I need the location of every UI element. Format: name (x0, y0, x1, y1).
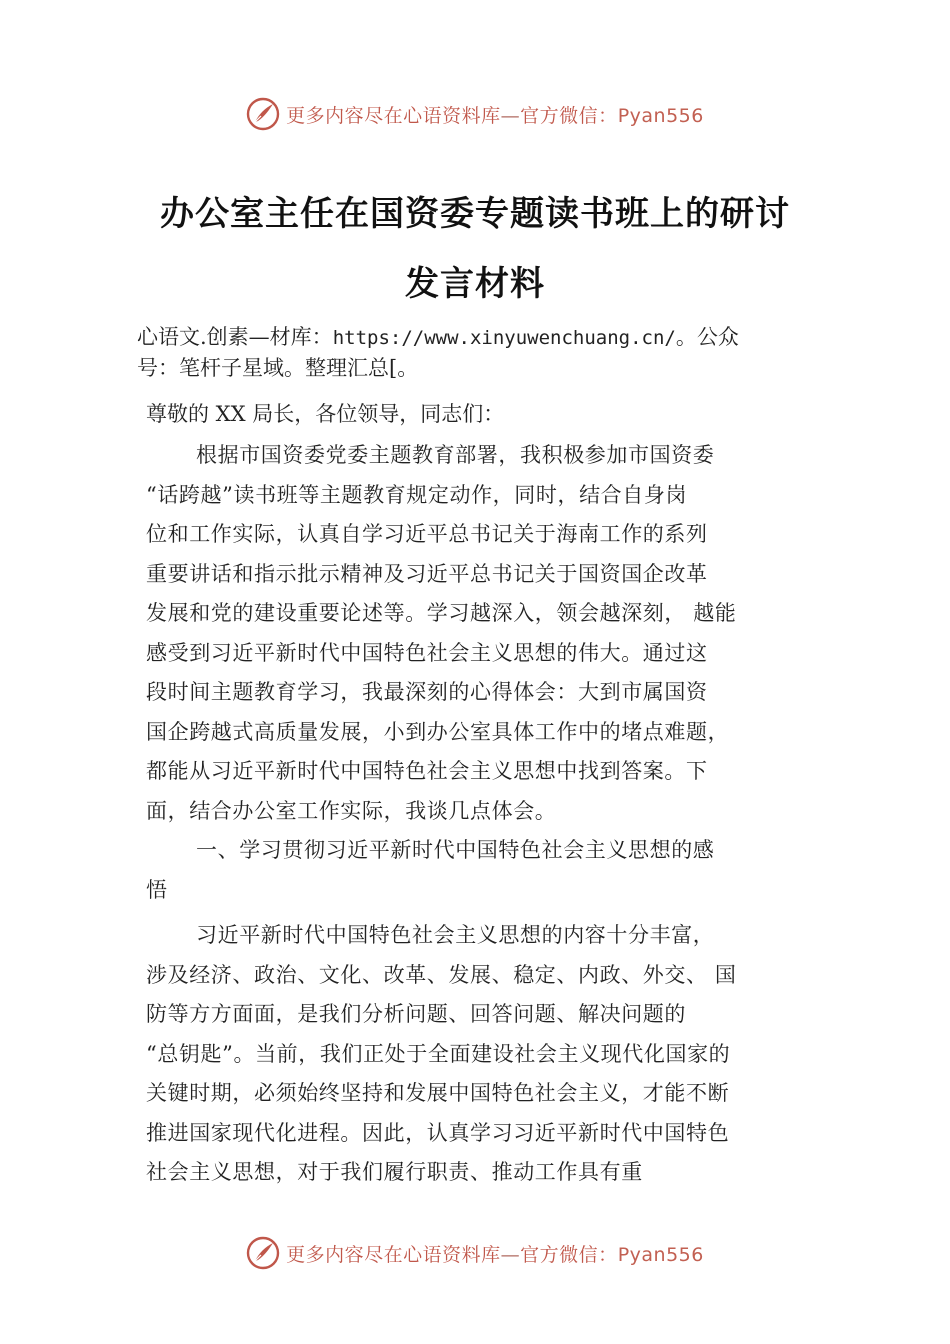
body-line: 推进国家现代化进程。因此，认真学习习近平新时代中国特色 (146, 1120, 730, 1145)
body-line: 国企跨越式高质量发展，小到办公室具体工作中的堵点难题， (146, 719, 730, 744)
body-line: 社会主义思想，对于我们履行职责、推动工作具有重 (146, 1160, 643, 1184)
banner-wechat-id: Pyan556 (617, 104, 704, 127)
banner-main-text: 更多内容尽在心语资料库 (286, 104, 501, 127)
section-heading-line: 一、学习贯彻习近平新时代中国特色社会主义思想的感 (196, 838, 715, 862)
body-line: 习近平新时代中国特色社会主义思想的内容十分丰富， (196, 923, 715, 947)
source-suffix: 。公众 (675, 325, 739, 349)
section-heading-line: 悟 (146, 877, 168, 902)
body-line: 位和工作实际，认真自学习近平总书记关于海南工作的系列 (146, 522, 708, 546)
source-url-link[interactable]: https://www.xinyuwenchuang.cn/ (332, 327, 676, 349)
banner-dash: — (500, 1243, 521, 1266)
body-line: 都能从习近平新时代中国特色社会主义思想中找到答案。下 (146, 759, 708, 783)
banner-wechat-label: 官方微信： (520, 1243, 618, 1266)
body-line: 涉及经济、政治、文化、改革、发展、稳定、内政、外交、 国 (146, 962, 737, 987)
source-note (137, 322, 843, 383)
quill-logo-icon (246, 1236, 280, 1270)
body-line: “话跨越”读书班等主题教育规定动作，同时，结合自身岗 (146, 482, 688, 507)
body-line: 重要讲话和指示批示精神及习近平总书记关于国资国企改革 (146, 561, 708, 586)
body-line: 感受到习近平新时代中国特色社会主义思想的伟大。通过这 (146, 640, 708, 665)
source-note-line-1 (137, 322, 843, 353)
document-body (146, 436, 826, 1193)
source-note-line-2: 号：笔杆子星域。整理汇总[。 (137, 356, 419, 380)
greeting: 尊敬的 XX 局长，各位领导，同志们： (146, 402, 505, 426)
banner-wechat-label: 官方微信： (520, 104, 618, 127)
header-watermark-banner (0, 94, 950, 134)
body-line: 根据市国资委党委主题教育部署，我积极参加市国资委 (196, 443, 715, 467)
source-prefix: 心语文.创素—材库： (137, 325, 333, 349)
banner-text (286, 1240, 704, 1267)
document-title-line-1: 办公室主任在国资委专题读书班上的研讨 (160, 194, 790, 234)
banner-main-text: 更多内容尽在心语资料库 (286, 1243, 501, 1266)
body-line: 段时间主题教育学习，我最深刻的心得体会：大到市属国资 (146, 680, 708, 704)
quill-logo-icon (246, 97, 280, 131)
banner-wechat-id: Pyan556 (617, 1243, 704, 1266)
body-line: 关键时期，必须始终坚持和发展中国特色社会主义，才能不断 (146, 1081, 730, 1105)
document-title-line-2: 发言材料 (405, 264, 545, 304)
footer-watermark-banner (0, 1233, 950, 1273)
body-line: “总钥匙”。当前，我们正处于全面建设社会主义现代化国家的 (146, 1041, 731, 1066)
body-line: 发展和党的建设重要论述等。学习越深入，领会越深刻， 越能 (146, 601, 737, 625)
banner-text (286, 101, 704, 128)
body-line: 面，结合办公室工作实际，我谈几点体会。 (146, 798, 557, 823)
banner-dash: — (500, 104, 521, 127)
body-line: 防等方方面面，是我们分析问题、回答问题、解决问题的 (146, 1002, 686, 1026)
